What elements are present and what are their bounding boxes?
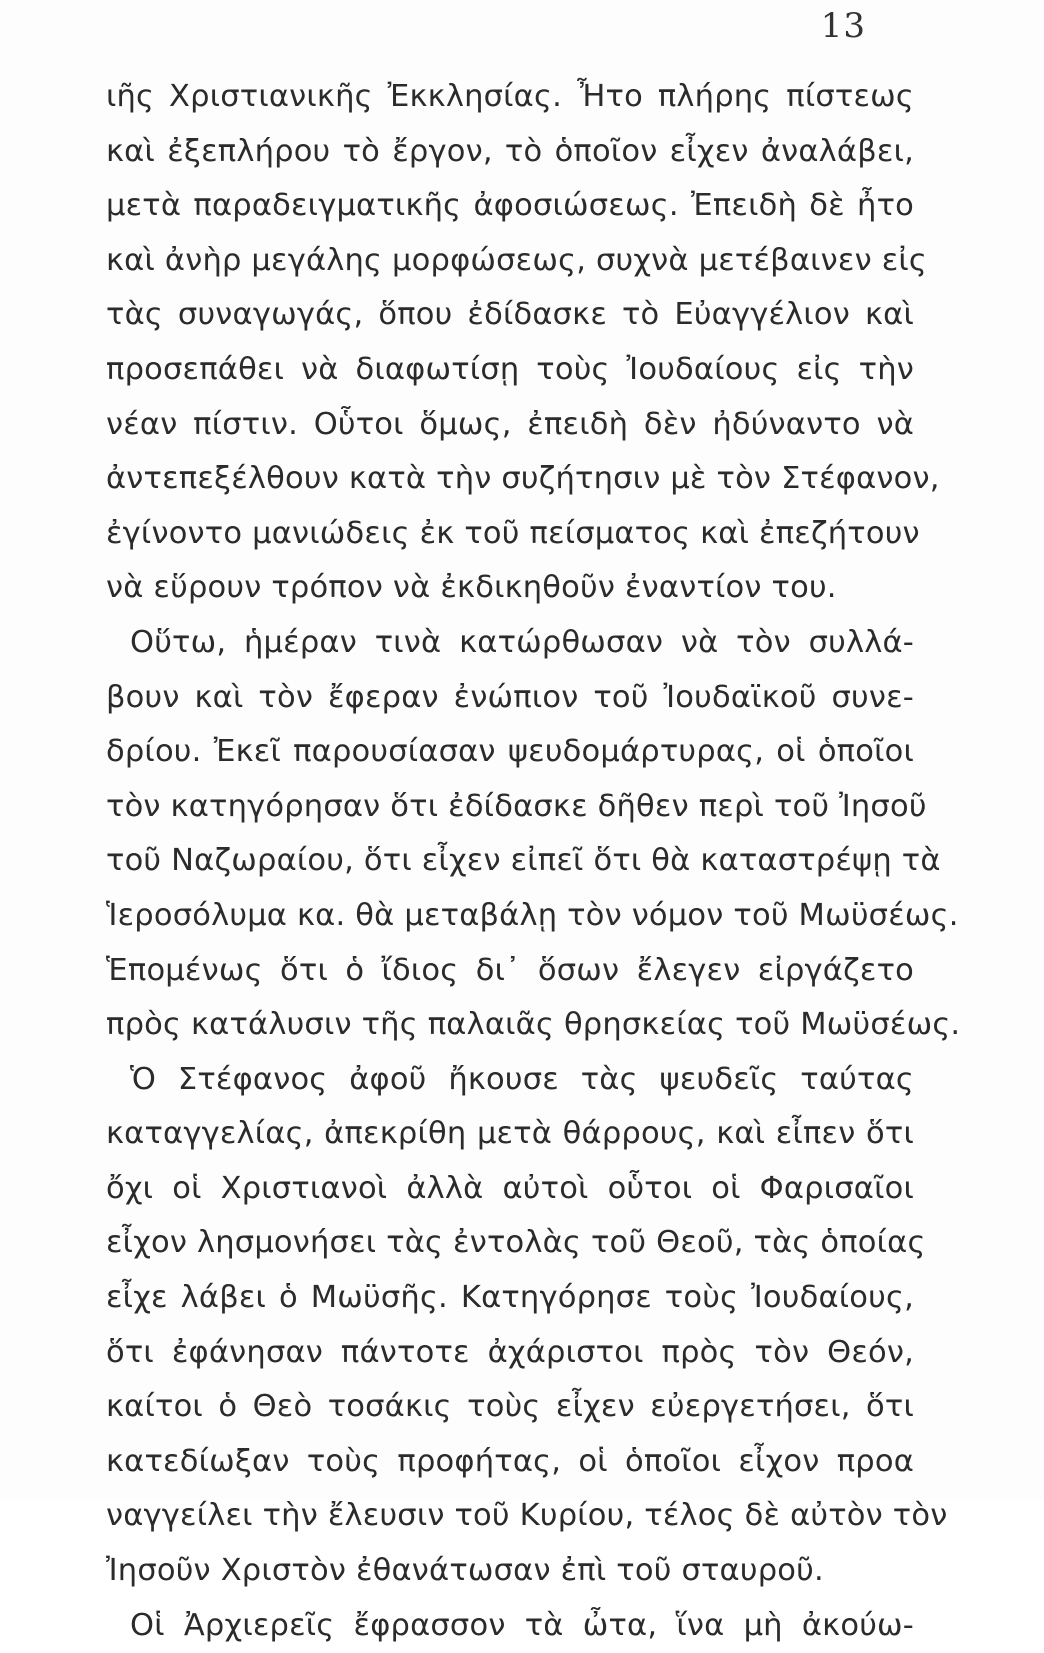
text-line: καὶ ἐξεπλήρου τὸ ἔργον, τὸ ὁποῖον εἶχεν ἀναλάβει, <box>106 133 914 169</box>
text-line: μετὰ παραδειγματικῆς ἀφοσιώσεως. Ἐπειδὴ δὲ ἦτο <box>106 188 914 224</box>
paragraph-end-line: νὰ εὕρουν τρόπον νὰ ἐκδικηθοῦν ἐναντίον του. <box>106 570 837 606</box>
text-line: δρίου. Ἐκεῖ παρουσίασαν ψευδομάρτυρας, οἱ ὁποῖοι <box>106 734 914 770</box>
text-line: εἶχον λησμονήσει τὰς ἐντολὰς τοῦ Θεοῦ, τὰς ὁποίας <box>106 1225 926 1261</box>
text-line: Ἱεροσόλυμα κα. θὰ μεταβάλῃ τὸν νόμον τοῦ Μωϋσέως. <box>106 897 959 933</box>
text-line: καὶ ἀνὴρ μεγάλης μορφώσεως, συχνὰ μετέβαινεν εἰς <box>106 242 928 278</box>
text-line: ὄχι οἱ Χριστιανοὶ ἀλλὰ αὐτοὶ οὗτοι οἱ Φαρισαῖοι <box>106 1170 914 1206</box>
text-line: πρὸς κατάλυσιν τῆς παλαιᾶς θρησκείας τοῦ Μωϋσέως. <box>106 1007 961 1043</box>
text-line: κατεδίωξαν τοὺς προφήτας, οἱ ὁποῖοι εἶχον προα <box>106 1443 914 1479</box>
text-line: καταγγελίας, ἀπεκρίθη μετὰ θάρρους, καὶ εἶπεν ὅτι <box>106 1116 914 1152</box>
text-line: ιῆς Χριστιανικῆς Ἐκκλησίας. Ἦτο πλήρης πίστεως <box>106 79 914 114</box>
page-number: 13 <box>820 6 866 46</box>
paragraph-start-line: Οὕτω, ἡμέραν τινὰ κατώρθωσαν νὰ τὸν συλλά- <box>130 624 914 660</box>
body-text <box>106 70 961 1653</box>
text-line: νέαν πίστιν. Οὗτοι ὅμως, ἐπειδὴ δὲν ἠδύναντο νὰ <box>106 406 914 442</box>
text-line: ἐγίνοντο μανιώδεις ἐκ τοῦ πείσματος καὶ ἐπεζήτουν <box>106 515 920 551</box>
paragraph-end-line: Ἰησοῦν Χριστὸν ἐθανάτωσαν ἐπὶ τοῦ σταυροῦ. <box>106 1553 824 1589</box>
text-line: καίτοι ὁ Θεὸ τοσάκις τοὺς εἶχεν εὐεργετήσει, ὅτι <box>106 1389 914 1425</box>
text-line: ναγγείλει τὴν ἔλευσιν τοῦ Κυρίου, τέλος δὲ αὐτὸν τὸν <box>106 1498 948 1534</box>
text-line: τὸν κατηγόρησαν ὅτι ἐδίδασκε δῆθεν περὶ τοῦ Ἰησοῦ <box>106 788 927 824</box>
text-line: τοῦ Ναζωραίου, ὅτι εἶχεν εἰπεῖ ὅτι θὰ καταστρέψῃ τὰ <box>106 843 941 879</box>
text-line: εἶχε λάβει ὁ Μωϋσῆς. Κατηγόρησε τοὺς Ἰουδαίους, <box>106 1280 914 1316</box>
text-line: ὅτι ἐφάνησαν πάντοτε ἀχάριστοι πρὸς τὸν Θεόν, <box>106 1334 914 1370</box>
paragraph-start-line: Ὁ Στέφανος ἀφοῦ ἤκουσε τὰς ψευδεῖς ταύτας <box>130 1061 914 1097</box>
text-line: προσεπάθει νὰ διαφωτίσῃ τοὺς Ἰουδαίους εἰς τὴν <box>106 351 914 387</box>
paragraph-start-line: Οἱ Ἀρχιερεῖς ἔφρασσον τὰ ὦτα, ἵνα μὴ ἀκούω- <box>130 1607 914 1643</box>
text-line: τὰς συναγωγάς, ὅπου ἐδίδασκε τὸ Εὐαγγέλιον καὶ <box>106 297 914 333</box>
text-line: ἀντεπεξέλθουν κατὰ τὴν συζήτησιν μὲ τὸν Στέφανον, <box>106 461 940 497</box>
text-line: Ἑπομένως ὅτι ὁ ἴδιος δι᾽ ὅσων ἔλεγεν εἰργάζετο <box>106 952 914 988</box>
text-line: βουν καὶ τὸν ἔφεραν ἐνώπιον τοῦ Ἰουδαϊκοῦ συνε- <box>106 679 914 715</box>
